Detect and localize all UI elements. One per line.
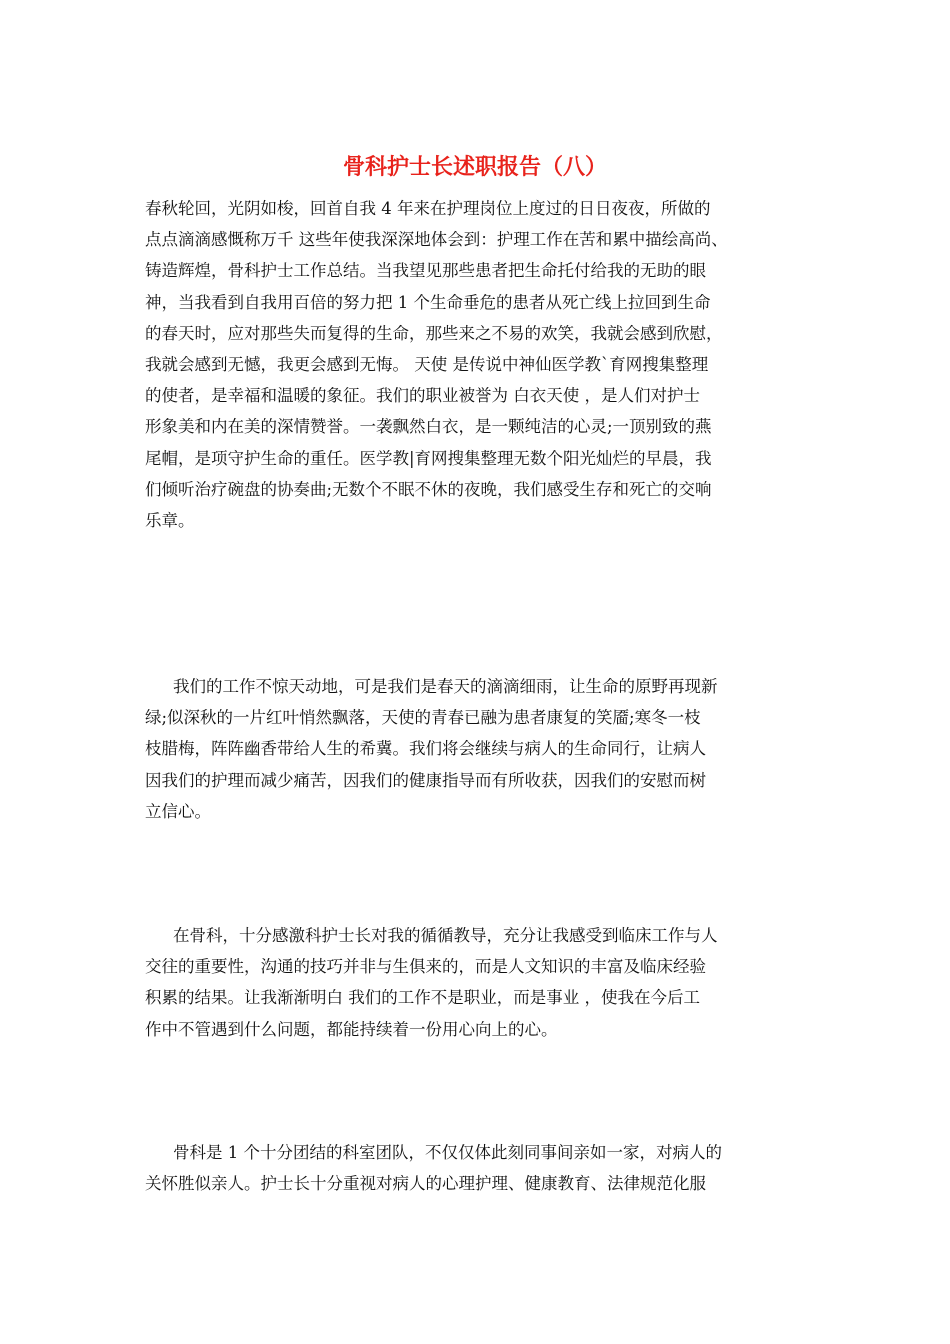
paragraph-3 xyxy=(145,920,825,1045)
text-line: 乐章。 xyxy=(145,510,195,530)
text-line: 绿;似深秋的一片红叶悄然飘落，天使的青春已融为患者康复的笑靥;寒冬一枝 xyxy=(145,708,701,728)
text-line: 我们的工作不惊天动地，可是我们是春天的滴滴细雨，让生命的原野再现新 xyxy=(173,677,718,696)
text-line: 在骨科，十分感激科护士长对我的循循教导，充分让我感受到临床工作与人 xyxy=(173,926,718,945)
text-line: 的使者，是幸福和温暖的象征。我们的职业被誉为 白衣天使 ，是人们对护士 xyxy=(145,386,700,406)
text-line: 尾帽，是项守护生命的重任。医学教|育网搜集整理无数个阳光灿烂的早晨，我 xyxy=(145,448,712,468)
text-line: 形象美和内在美的深情赞誉。一袭飘然白衣，是一颗纯洁的心灵;一顶别致的燕 xyxy=(145,417,712,437)
text-line: 神，当我看到自我用百倍的努力把 1 个生命垂危的患者从死亡线上拉回到生命 xyxy=(145,292,711,312)
paragraph-1 xyxy=(145,193,825,536)
text-line: 骨科是 1 个十分团结的科室团队，不仅仅体此刻同事间亲如一家，对病人的 xyxy=(173,1143,722,1162)
text-line: 立信心。 xyxy=(145,801,211,821)
text-line: 们倾听治疗碗盘的协奏曲;无数个不眠不休的夜晚，我们感受生存和死亡的交响 xyxy=(145,479,712,499)
paragraph-4 xyxy=(145,1137,825,1199)
text-line: 点点滴滴感慨称万千 这些年使我深深地体会到：护理工作在苦和累中描绘高尚、 xyxy=(145,230,728,250)
text-line: 春秋轮回，光阴如梭，回首自我 4 年来在护理岗位上度过的日日夜夜，所做的 xyxy=(145,199,711,218)
text-line: 铸造辉煌，骨科护士工作总结。当我望见那些患者把生命托付给我的无助的眼 xyxy=(145,261,706,281)
text-line: 枝腊梅，阵阵幽香带给人生的希冀。我们将会继续与病人的生命同行，让病人 xyxy=(145,739,706,759)
text-line: 因我们的护理而减少痛苦，因我们的健康指导而有所收获，因我们的安慰而树 xyxy=(145,770,706,790)
text-line: 作中不管遇到什么问题，都能持续着一份用心向上的心。 xyxy=(145,1019,558,1039)
text-line: 我就会感到无憾，我更会感到无悔。 天使 是传说中神仙医学教`育网搜集整理 xyxy=(145,354,709,374)
text-line: 的春天时，应对那些失而复得的生命，那些来之不易的欢笑，我就会感到欣慰， xyxy=(145,323,723,343)
paragraph-2 xyxy=(145,671,825,827)
text-line: 交往的重要性，沟通的技巧并非与生俱来的，而是人文知识的丰富及临床经验 xyxy=(145,957,706,977)
document-title: 骨科护士长述职报告（八） xyxy=(342,154,607,180)
text-line: 关怀胜似亲人。护士长十分重视对病人的心理护理、健康教育、法律规范化服 xyxy=(145,1174,706,1194)
text-line: 积累的结果。让我渐渐明白 我们的工作不是职业，而是事业 ，使我在今后工 xyxy=(145,988,700,1008)
